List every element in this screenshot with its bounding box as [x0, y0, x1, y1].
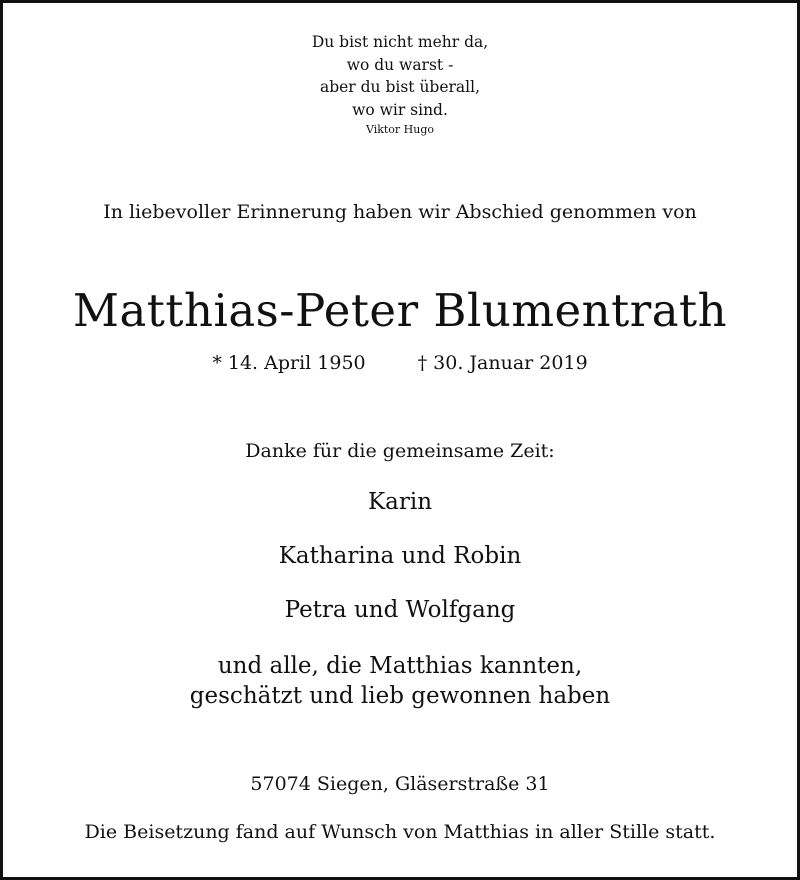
family-address: 57074 Siegen, Gläserstraße 31: [250, 773, 550, 795]
mourner-name: Katharina und Robin: [278, 543, 522, 569]
poem-line: Du bist nicht mehr da,: [311, 33, 489, 51]
closing-text: [0, 651, 800, 711]
birth-date: * 14. April 1950: [212, 352, 366, 374]
life-dates: [0, 354, 800, 373]
poem-line: wo du warst -: [346, 55, 454, 74]
mourner-name: Petra und Wolfgang: [284, 597, 516, 623]
poem-author: Viktor Hugo: [365, 123, 435, 136]
mourner-name: Karin: [367, 489, 433, 515]
thanks-text: Danke für die gemeinsame Zeit:: [245, 440, 555, 462]
closing-line: geschätzt und lieb gewonnen haben: [189, 683, 611, 709]
intro-text: In liebevoller Erinnerung haben wir Abschied genommen von: [103, 201, 697, 223]
closing-line: und alle, die Matthias kannten,: [217, 653, 583, 679]
burial-note: Die Beisetzung fand auf Wunsch von Matthias in aller Stille statt.: [84, 821, 716, 843]
death-date: † 30. Januar 2019: [417, 352, 588, 374]
poem-line: wo wir sind.: [352, 100, 448, 119]
deceased-name: Matthias-Peter Blumentrath: [72, 284, 728, 337]
poem: [0, 31, 800, 121]
poem-line: aber du bist überall,: [319, 78, 481, 96]
